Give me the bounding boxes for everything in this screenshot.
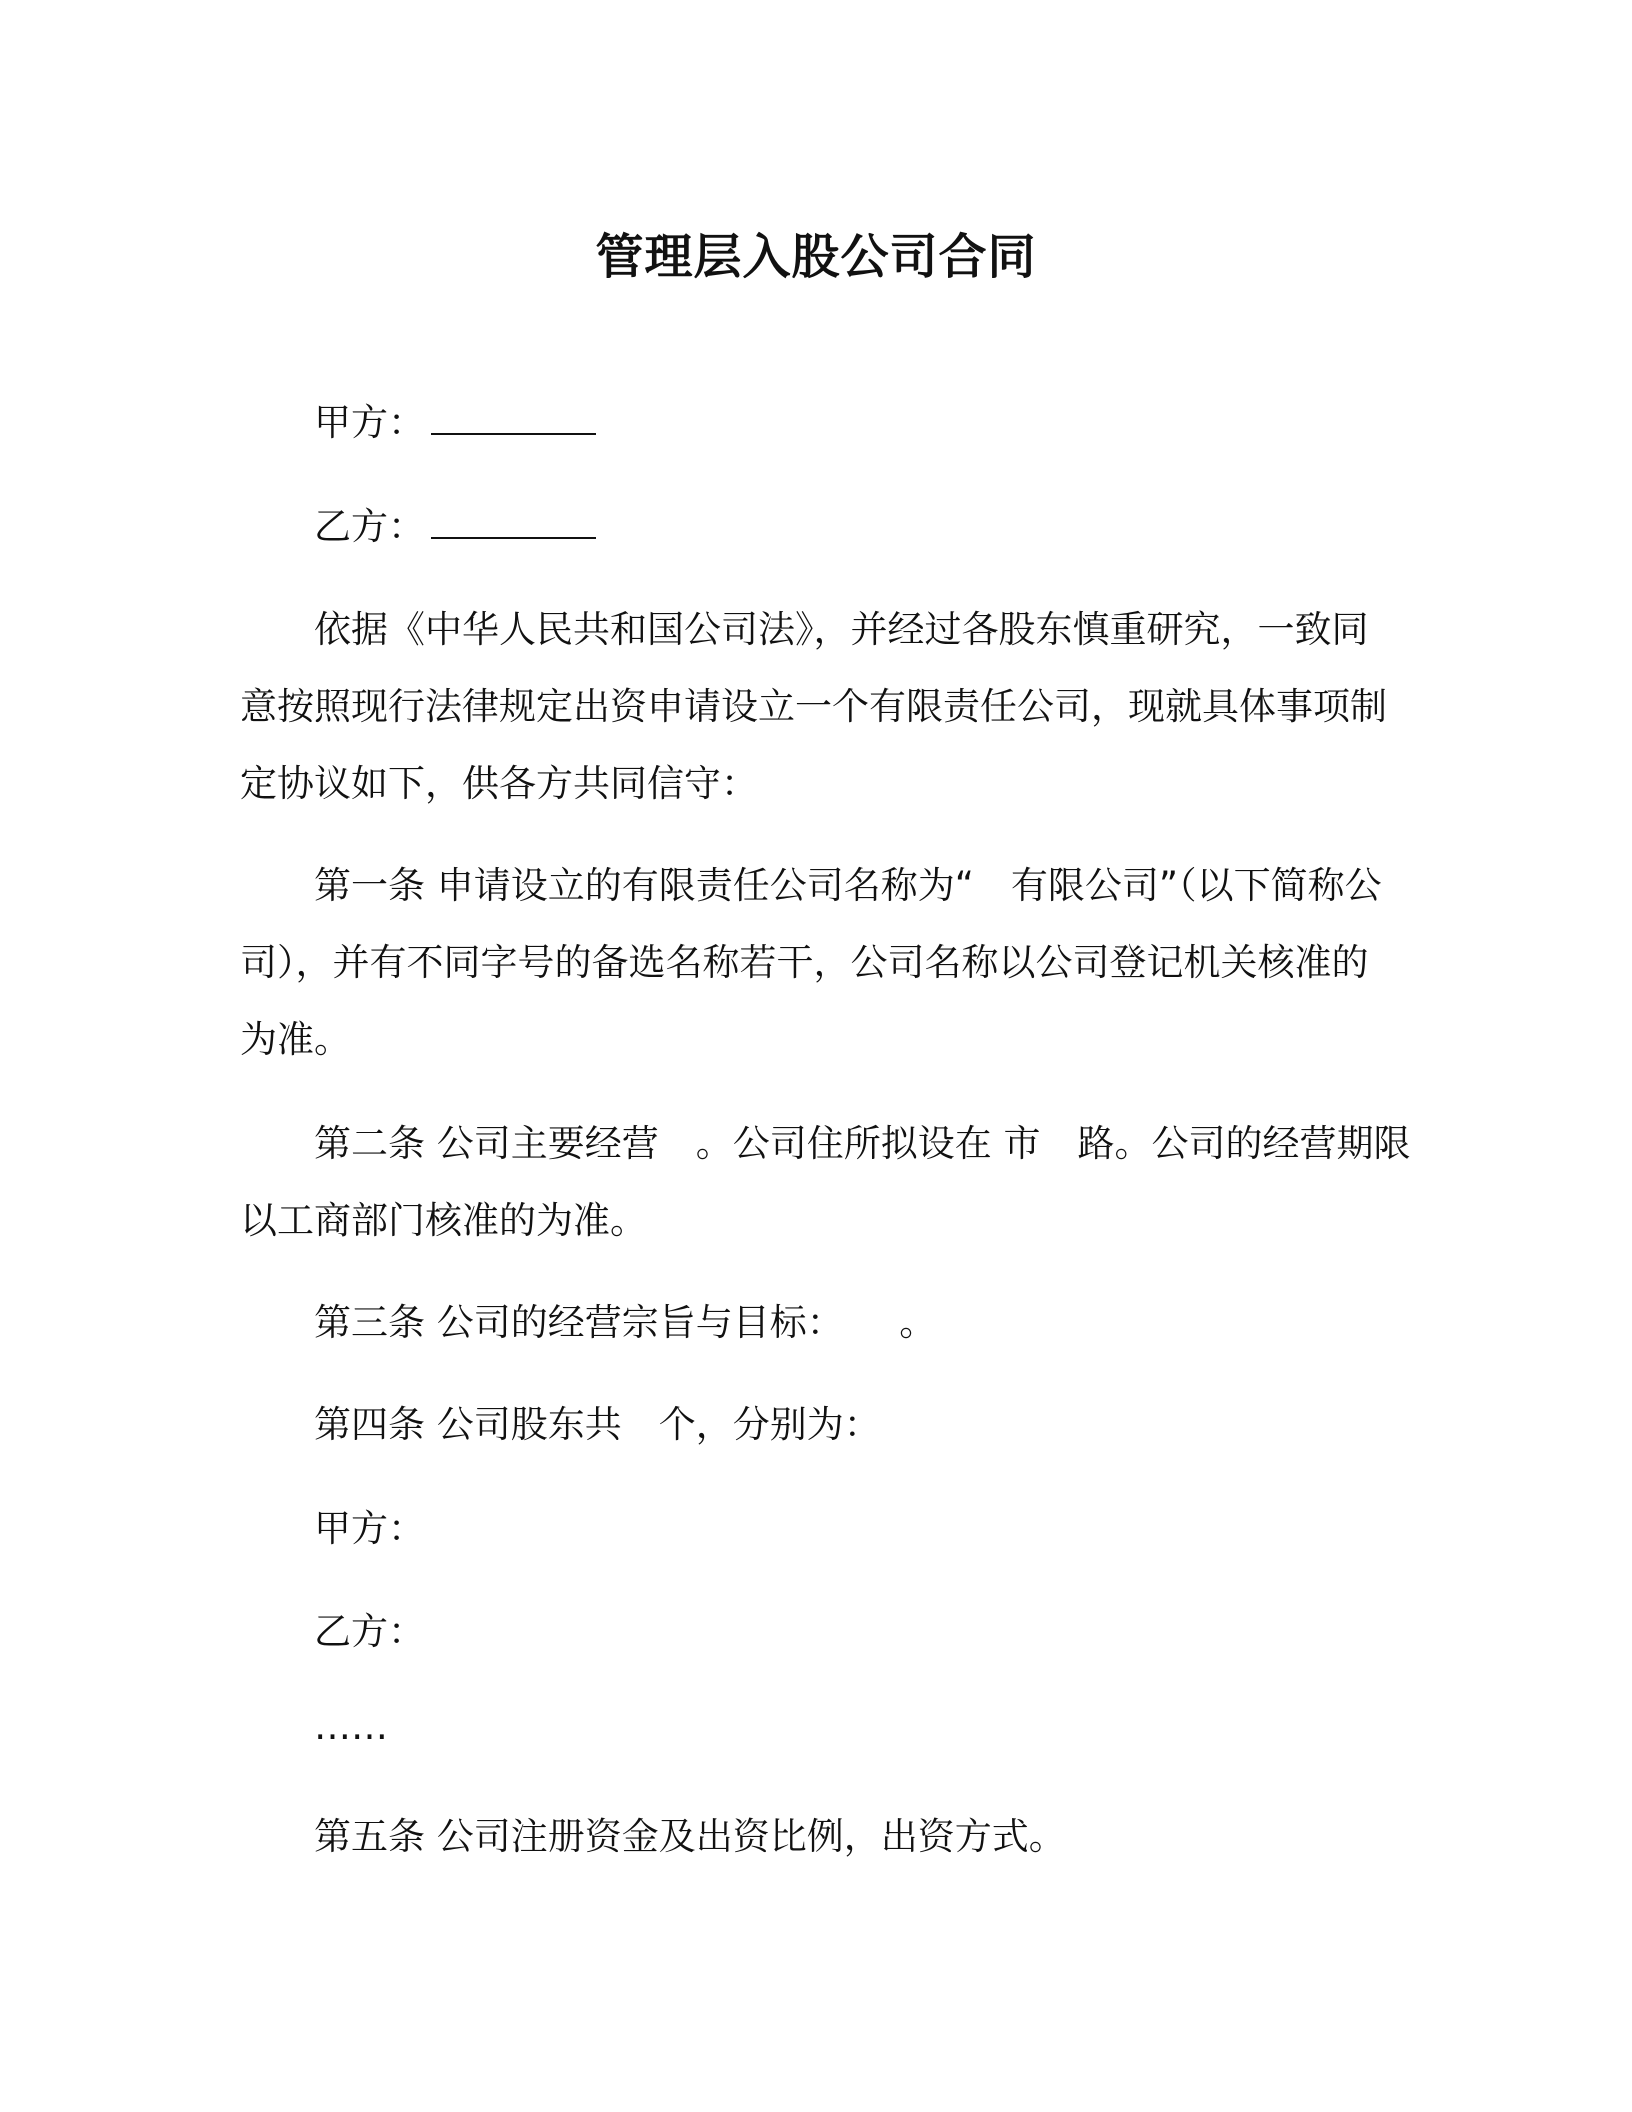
party-a-line bbox=[314, 398, 596, 448]
article-1-paragraph: 第一条 申请设立的有限责任公司名称为“ 有限公司”（以下简称公司），并有不同字号的备选名称若干，公司名称以公司登记机关核准的为准。 bbox=[240, 864, 1382, 1061]
ellipsis-line: …… bbox=[314, 1705, 388, 1748]
shareholder-b-line: 乙方： bbox=[314, 1610, 425, 1653]
article-4-paragraph: 第四条 公司股东共 个，分别为： bbox=[314, 1403, 881, 1446]
article-3-paragraph: 第三条 公司的经营宗旨与目标： 。 bbox=[314, 1301, 937, 1344]
party-b-label: 乙方： bbox=[314, 505, 425, 548]
preamble-paragraph: 依据《中华人民共和国公司法》，并经过各股东慎重研究，一致同意按照现行法律规定出资申请设立一个有限责任公司，现就具体事项制定协议如下，供各方共同信守： bbox=[240, 608, 1387, 805]
document-title: 管理层入股公司合同 bbox=[595, 229, 1037, 285]
party-a-label: 甲方： bbox=[314, 401, 425, 444]
article-2-paragraph: 第二条 公司主要经营 。公司住所拟设在 市 路。公司的经营期限以工商部门核准的为准。 bbox=[240, 1122, 1411, 1242]
party-a-blank bbox=[431, 403, 596, 435]
party-b-blank bbox=[431, 507, 596, 539]
article-5-paragraph: 第五条 公司注册资金及出资比例，出资方式。 bbox=[314, 1815, 1066, 1858]
shareholder-a-line: 甲方： bbox=[314, 1507, 425, 1550]
party-b-line bbox=[314, 502, 596, 552]
